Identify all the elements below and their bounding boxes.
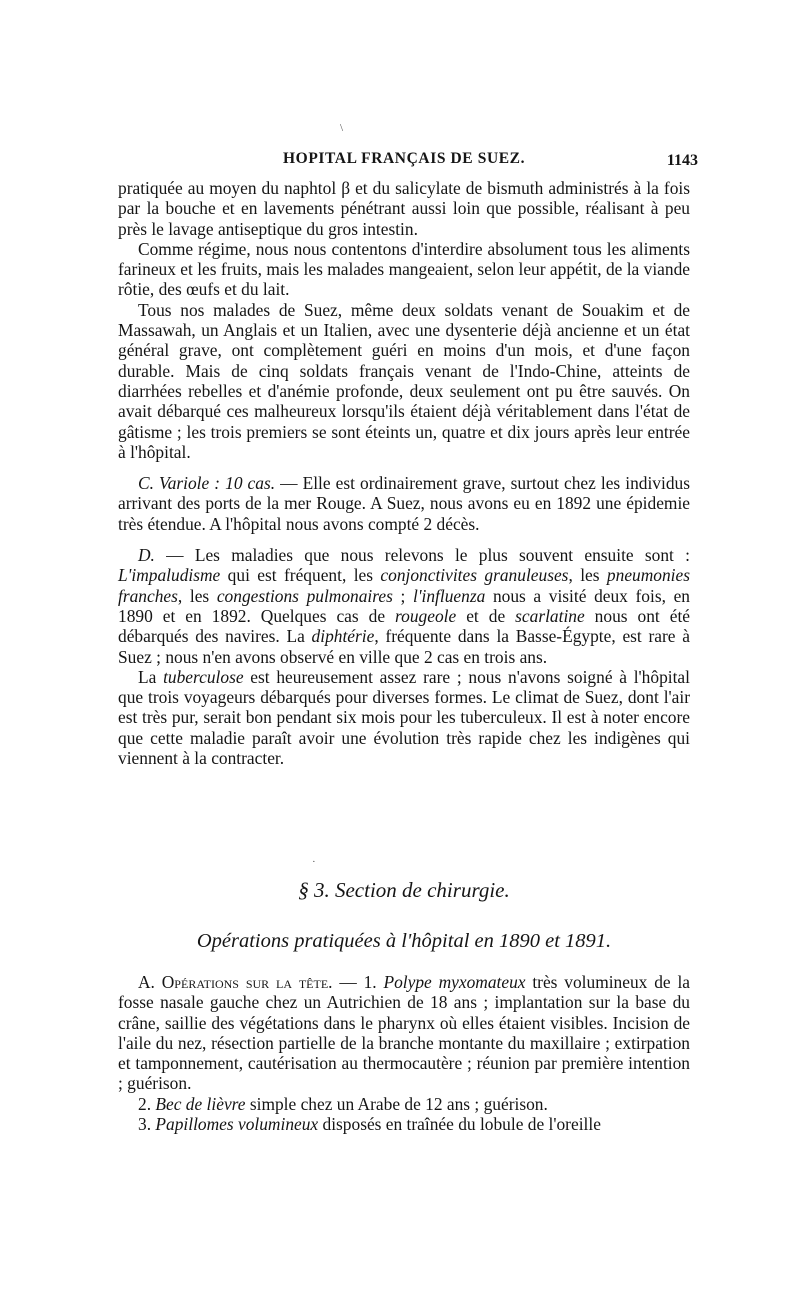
text-run: — Les maladies que nous relevons le plus souvent ensuite sont :	[154, 545, 690, 566]
text-run: est heureusement assez rare ; nous n'avons soigné à l'hôpital que trois voyageurs débarqués pour diverses formes. Le climat de Suez, dont l'air est très pur, serait bon pendant six mois pour les tuberculeux. Il est à noter encore que cette maladie paraît avoir une évolution très rapide chez les indigènes qui viennent à la contracter.	[118, 666, 690, 769]
text-run: , fréquente dans la Basse-Égypte, est rare à Suez ; nous n'en avons observé en ville que 2 cas en trois ans.	[118, 626, 690, 667]
body-text-block-1	[118, 178, 690, 768]
text-run: 3.	[138, 1114, 156, 1135]
text-run: nous ont été débarqués des navires. La	[118, 605, 690, 647]
italic-term: l'influenza	[412, 585, 486, 606]
italic-term: rougeole	[395, 605, 457, 626]
paragraph	[118, 667, 690, 768]
italic-term: tuberculose	[163, 666, 244, 687]
page-header	[118, 150, 698, 176]
italic-term: Bec de lièvre	[155, 1093, 246, 1114]
paragraph	[118, 178, 690, 239]
page-number: 1143	[666, 152, 698, 169]
italic-term: diphtérie	[311, 626, 375, 647]
small-caps-heading: Opérations sur la tête.	[161, 972, 333, 992]
italic-term: L'impaludisme	[118, 565, 221, 586]
running-title: HOPITAL FRANÇAIS DE SUEZ.	[283, 150, 526, 167]
text-run: Tous nos malades de Suez, même deux soldats venant de Souakim et de Massawah, un Anglais et un Italien, avec une dysenterie déjà ancienne et un état général grave, ont complètement guéri en moins d'un mois, et d'une façon durable. Mais de cinq soldats français venant de l'Indo-Chine, atteints de diarrhées rebelles et d'anémie profonde, deux seulement ont pu être sauvés. On avait débarqué ces malheureux lorsqu'ils étaient déjà véritablement dans l'état de gâtisme ; les trois premiers se sont éteints un, quatre et dix jours après leur entrée à l'hôpital.	[118, 299, 690, 462]
text-run: et de	[456, 605, 516, 626]
italic-term: C. Variole : 10 cas.	[138, 473, 276, 494]
italic-term: D.	[138, 545, 155, 566]
italic-term: pneumonies franches	[118, 565, 690, 606]
text-run: très volumineux de la fosse nasale gauche chez un Autrichien de 18 ans ; implantation sur la base du crâne, saillie des végétations dans le pharynx où elles étaient visibles. Incision de l'aile du nez, résection partielle de la branche montante du maxillaire ; extirpation et tamponnement, cautérisation au thermocautère ; réunion par première intention ; guérison.	[118, 972, 690, 1094]
text-run: A.	[138, 972, 162, 992]
paragraph	[118, 239, 690, 300]
subsection-heading: Opérations pratiquées à l'hôpital en 1890 et 1891.	[196, 930, 612, 952]
text-run: nous a visité deux fois, en 1890 et en 1892. Quelques cas de	[118, 585, 690, 626]
text-run: Comme régime, nous nous contentons d'interdire absolument tous les aliments farineux et les fruits, mais les malades mangeaient, selon leur appétit, de la viande rôtie, des œufs et du lait.	[118, 238, 690, 300]
italic-term: conjonctivites granuleuses	[380, 565, 569, 586]
text-run: disposés en traînée du lobule de l'oreille	[318, 1114, 601, 1135]
text-run: La	[138, 666, 164, 687]
text-run: qui est fréquent, les	[220, 565, 381, 586]
text-run: , les	[177, 585, 217, 606]
paragraph	[118, 1114, 690, 1134]
text-run: — 1.	[332, 972, 384, 992]
print-speck: ·	[312, 856, 316, 868]
italic-term: Papillomes volumineux	[155, 1114, 319, 1135]
paragraph	[118, 473, 690, 534]
print-speck: \	[340, 122, 344, 134]
text-run: pratiquée au moyen du naphtol β et du salicylate de bismuth administrés à la fois par la bouche et en lavements pénétrant aussi loin que possible, réalisant à peu près le lavage antiseptique du gros intestin.	[118, 178, 690, 239]
text-run: 2.	[138, 1093, 156, 1114]
italic-term: scarlatine	[515, 605, 585, 626]
section-heading: § 3. Section de chirurgie.	[298, 878, 510, 902]
paragraph	[118, 300, 690, 462]
italic-term: congestions pulmonaires	[216, 585, 393, 606]
text-run: — Elle est ordinairement grave, surtout chez les individus arrivant des ports de la mer Rouge. A Suez, nous avons eu en 1892 une épidemie très étendue. A l'hôpital nous avons compté 2 décès.	[118, 473, 690, 534]
text-run: simple chez un Arabe de 12 ans ; guérison.	[245, 1093, 548, 1114]
body-text-block-2	[118, 972, 690, 1134]
text-run: ;	[392, 585, 413, 606]
text-run: , les	[568, 565, 607, 586]
paragraph	[118, 545, 690, 667]
italic-term: Polype myxomateux	[383, 972, 526, 992]
paragraph	[118, 972, 690, 1094]
paragraph	[118, 1094, 690, 1114]
